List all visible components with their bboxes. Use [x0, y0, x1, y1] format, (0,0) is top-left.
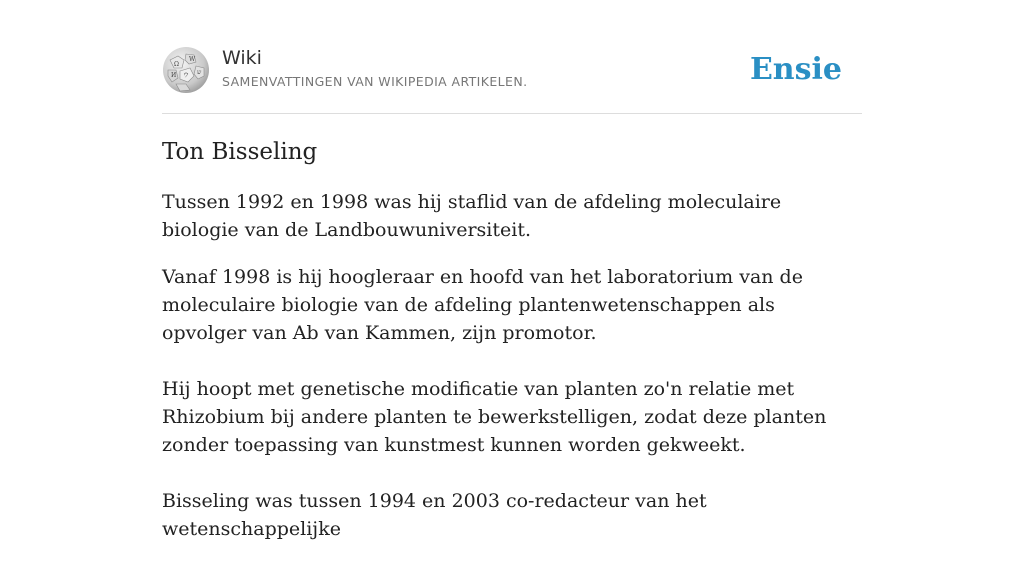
site-tagline: SAMENVATTINGEN VAN WIKIPEDIA ARTIKELEN. [222, 74, 528, 89]
article-paragraph: Tussen 1992 en 1998 was hij staflid van de afdeling moleculaire biologie van de Landbouwuniversiteit. [162, 191, 782, 241]
site-title[interactable]: Wiki [222, 47, 262, 69]
svg-text:W: W [189, 56, 196, 63]
article-title: Ton Bisseling [162, 139, 318, 165]
article-paragraph: Bisseling was tussen 1994 en 2003 co-redacteur van het wetenschappelijke [162, 490, 707, 540]
site-header [162, 46, 862, 114]
wikipedia-globe-icon[interactable] [162, 46, 210, 94]
article [162, 136, 862, 562]
svg-text:Ω: Ω [174, 61, 179, 68]
svg-text:ウ: ウ [183, 72, 190, 79]
article-paragraph: Vanaf 1998 is hij hoogleraar en hoofd van het laboratorium van de moleculaire biologie van de afdeling plantenwetenschappen als opvolger van Ab van Kammen, zijn promotor. [162, 266, 803, 344]
svg-text:И: И [171, 72, 177, 79]
brand-logo[interactable]: Ensie [749, 52, 842, 87]
article-paragraph: Hij hoopt met genetische modificatie van planten zo'n relatie met Rhizobium bij andere planten te bewerkstelligen, zodat deze planten zonder toepassing van kunstmest kunnen worden gekweekt. [162, 378, 827, 456]
header-divider [162, 113, 862, 114]
svg-text:ש: ש [197, 69, 202, 76]
